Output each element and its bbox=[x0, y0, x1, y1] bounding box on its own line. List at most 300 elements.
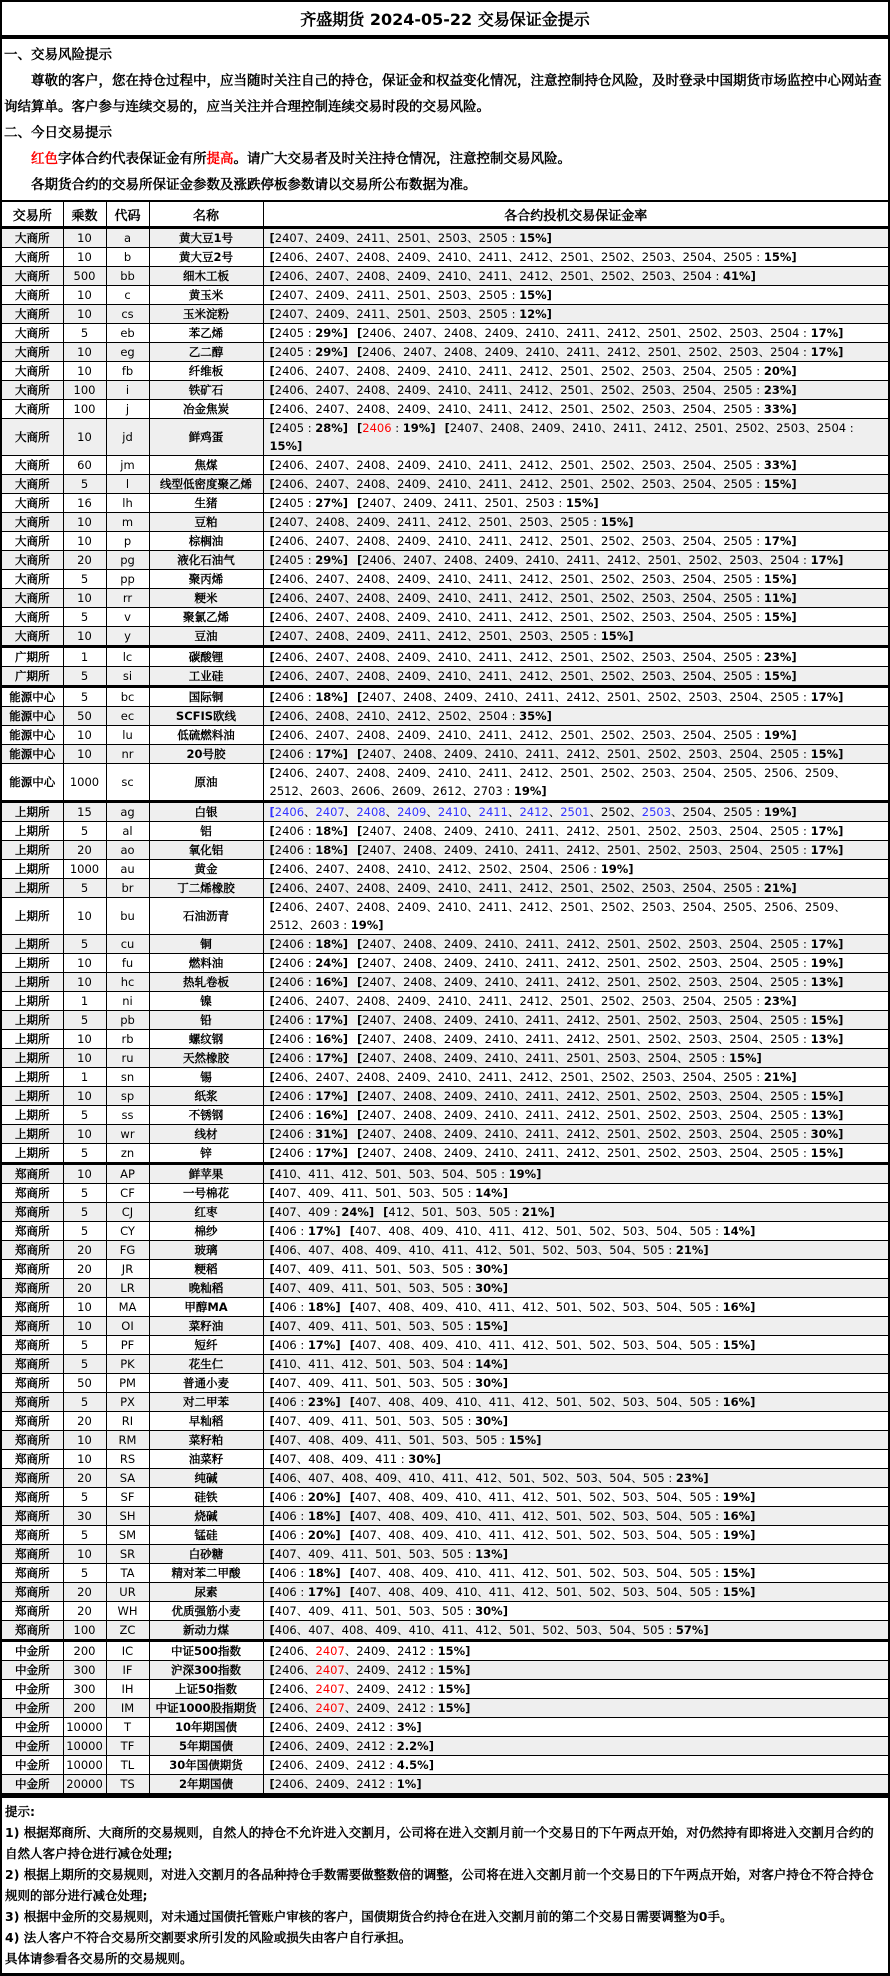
code-cell: br bbox=[106, 879, 149, 898]
contract-month: 407 bbox=[274, 1376, 297, 1390]
contract-month: 502 bbox=[542, 1243, 565, 1257]
margin-rate: 57%] bbox=[675, 1623, 709, 1637]
contract-month: 2504 bbox=[729, 1127, 759, 1141]
contract-month: 2406 bbox=[274, 1127, 305, 1141]
margin-rates-cell bbox=[263, 992, 889, 1011]
contract-month: 2410 bbox=[437, 402, 468, 416]
contract-group: [406、407、408、409、410、411、412、501、502、503、504、505 : 23%] bbox=[269, 1471, 709, 1485]
name-cell: 红枣 bbox=[149, 1203, 263, 1222]
name-cell: 菜籽油 bbox=[149, 1317, 263, 1336]
contract-month: 409 bbox=[341, 1433, 364, 1447]
name-cell: 甲醇MA bbox=[149, 1298, 263, 1317]
contract-month: 505 bbox=[442, 1281, 464, 1295]
margin-rates-cell bbox=[263, 898, 889, 935]
code-cell: pg bbox=[106, 551, 149, 570]
name-cell: 30年国债期货 bbox=[149, 1756, 263, 1775]
margin-rate: 17%] bbox=[315, 1146, 349, 1160]
contract-month: 2504 bbox=[647, 1051, 678, 1065]
contract-month: 411 bbox=[488, 1509, 511, 1523]
code-cell: j bbox=[106, 400, 149, 419]
name-cell: 豆粕 bbox=[149, 513, 263, 532]
contract-month: 2501 bbox=[606, 1146, 637, 1160]
contract-month: 2501 bbox=[560, 477, 590, 491]
contract-month: 503 bbox=[408, 1357, 431, 1371]
margin-rate: 30%] bbox=[475, 1376, 508, 1390]
contract-month: 504 bbox=[442, 1357, 464, 1371]
contract-month: 407 bbox=[354, 1395, 377, 1409]
contract-month: 2406 bbox=[274, 1758, 305, 1772]
contract-month: 2502 bbox=[437, 709, 468, 723]
contract-month: 502 bbox=[542, 1623, 565, 1637]
contract-month: 2501 bbox=[478, 629, 508, 643]
contract-month: 411 bbox=[488, 1566, 511, 1580]
contract-month: 410 bbox=[274, 1167, 297, 1181]
contract-month: 2407 bbox=[315, 862, 345, 876]
contract-month: 409 bbox=[421, 1585, 444, 1599]
contract-month: 2506 bbox=[764, 766, 794, 780]
contract-month: 2407 bbox=[315, 881, 345, 895]
table-row bbox=[1, 1507, 889, 1526]
contract-month: 2411 bbox=[478, 1070, 508, 1084]
contract-month: 2603 bbox=[310, 784, 340, 798]
margin-rate: 19%] bbox=[402, 421, 436, 435]
contract-month: 2409 bbox=[397, 250, 427, 264]
contract-month: 2407 bbox=[403, 326, 433, 340]
name-cell: 棕榈油 bbox=[149, 532, 263, 551]
contract-month: 2412 bbox=[356, 1758, 386, 1772]
contract-month: 501 bbox=[508, 1471, 531, 1485]
margin-rate: 13%] bbox=[810, 975, 844, 989]
contract-month: 2411 bbox=[525, 747, 555, 761]
margin-rate: 16%] bbox=[722, 1300, 756, 1314]
contract-month: 411 bbox=[488, 1395, 511, 1409]
contract-month: 2505 bbox=[560, 515, 590, 529]
contract-month: 412 bbox=[388, 1205, 411, 1219]
multiplier-cell: 10000 bbox=[63, 1756, 106, 1775]
contract-month: 2407 bbox=[362, 956, 392, 970]
table-row bbox=[1, 343, 889, 362]
contract-month: 2406 bbox=[274, 572, 305, 586]
contract-month: 2502 bbox=[601, 994, 631, 1008]
contract-month: 2407 bbox=[315, 383, 345, 397]
contract-group: [2406、2407、2408、2409、2410、2411、2412、2501、2502、2503、2504 : 17%] bbox=[357, 345, 844, 359]
contract-month: 2406 bbox=[274, 402, 305, 416]
contract-group: [2407、2409、2411、2501、2503、2505 : 12%] bbox=[269, 307, 552, 321]
multiplier-cell: 5 bbox=[63, 1336, 106, 1355]
contract-month: 2409 bbox=[443, 975, 474, 989]
contract-month: 411 bbox=[375, 1433, 398, 1447]
contract-month: 2412 bbox=[519, 364, 549, 378]
margin-rates-cell bbox=[263, 1450, 889, 1469]
margin-rates-cell bbox=[263, 1011, 889, 1030]
exchange-cell: 大商所 bbox=[1, 608, 63, 627]
contract-month: 2408 bbox=[403, 690, 433, 704]
contract-month: 2412 bbox=[566, 937, 596, 951]
table-row bbox=[1, 1374, 889, 1393]
name-cell: 黄大豆2号 bbox=[149, 248, 263, 267]
contract-month: 2412 bbox=[356, 1720, 386, 1734]
contract-group: [2406、2407、2408、2409、2410、2411、2412、2501、2502、2503、2504、2505 : 23%] bbox=[269, 994, 797, 1008]
name-cell: 鲜鸡蛋 bbox=[149, 419, 263, 456]
name-cell: 铅 bbox=[149, 1011, 263, 1030]
contract-month: 2407 bbox=[274, 288, 305, 302]
contract-month: 2411 bbox=[525, 843, 555, 857]
contract-month: 2502 bbox=[601, 269, 631, 283]
exchange-cell: 郑商所 bbox=[1, 1184, 63, 1203]
margin-rate: 23%] bbox=[307, 1395, 341, 1409]
contract-month: 2503 bbox=[437, 307, 468, 321]
multiplier-cell: 50 bbox=[63, 707, 106, 726]
table-row bbox=[1, 1526, 889, 1545]
contract-month: 505 bbox=[475, 1167, 498, 1181]
contract-month: 2501 bbox=[397, 288, 427, 302]
contract-month: 2407 bbox=[315, 1663, 345, 1677]
contract-month: 2411 bbox=[478, 269, 508, 283]
margin-rates-cell bbox=[263, 1279, 889, 1298]
contract-month: 2501 bbox=[560, 250, 590, 264]
contract-month: 2408 bbox=[356, 994, 386, 1008]
code-cell: sp bbox=[106, 1087, 149, 1106]
contract-month: 2408 bbox=[356, 805, 386, 819]
multiplier-cell: 5 bbox=[63, 1526, 106, 1545]
margin-rate: 15%] bbox=[763, 477, 797, 491]
contract-month: 505 bbox=[689, 1224, 712, 1238]
code-cell: CF bbox=[106, 1184, 149, 1203]
contract-month: 503 bbox=[408, 1262, 431, 1276]
margin-rate: 17%] bbox=[763, 534, 797, 548]
contract-month: 2406 bbox=[362, 553, 392, 567]
contract-group: [2407、2408、2409、2410、2411、2412、2501、2502、2503、2504、2505 : 19%] bbox=[357, 956, 844, 970]
margin-rates-cell bbox=[263, 647, 889, 667]
contract-month: 2405 bbox=[274, 496, 305, 510]
name-cell: 聚氯乙烯 bbox=[149, 608, 263, 627]
contract-month: 2406 bbox=[274, 690, 305, 704]
margin-rates-cell bbox=[263, 532, 889, 551]
contract-month: 2503 bbox=[641, 650, 672, 664]
name-cell: 2年期国债 bbox=[149, 1775, 263, 1795]
name-cell: 锰硅 bbox=[149, 1526, 263, 1545]
exchange-cell: 郑商所 bbox=[1, 1374, 63, 1393]
name-cell: 纸浆 bbox=[149, 1087, 263, 1106]
contract-month: 2410 bbox=[437, 364, 468, 378]
contract-month: 504 bbox=[656, 1338, 678, 1352]
name-cell: 中证1000股指期货 bbox=[149, 1699, 263, 1718]
contract-month: 2412 bbox=[519, 881, 549, 895]
contract-group: [2407、2408、2409、2410、2411、2412、2501、2502、2503、2504、2505 : 15%] bbox=[357, 1146, 844, 1160]
multiplier-cell: 5 bbox=[63, 1184, 106, 1203]
exchange-cell: 郑商所 bbox=[1, 1602, 63, 1621]
contract-month: 409 bbox=[421, 1509, 444, 1523]
contract-group: [2406、2407、2408、2409、2410、2411、2412、2501、2502、2503、2504、2505 : 19%] bbox=[269, 805, 797, 819]
contract-month: 2503 bbox=[729, 553, 759, 567]
contract-month: 2409 bbox=[356, 1663, 386, 1677]
contract-group: [2406 : 24%] bbox=[269, 956, 349, 970]
table-row bbox=[1, 456, 889, 475]
contract-month: 2504 bbox=[729, 937, 759, 951]
contract-month: 504 bbox=[656, 1300, 678, 1314]
contract-group: [2407、2409、2411、2501、2503 : 15%] bbox=[357, 496, 599, 510]
contract-month: 2609 bbox=[391, 784, 422, 798]
contract-month: 2502 bbox=[647, 956, 678, 970]
contract-month: 406 bbox=[274, 1509, 297, 1523]
code-cell: SH bbox=[106, 1507, 149, 1526]
margin-rate: 15%] bbox=[722, 1338, 756, 1352]
code-cell: lh bbox=[106, 494, 149, 513]
contract-month: 2409 bbox=[397, 269, 427, 283]
contract-month: 2406 bbox=[274, 1146, 305, 1160]
name-cell: 尿素 bbox=[149, 1583, 263, 1602]
contract-month: 2407 bbox=[315, 572, 345, 586]
contract-month: 2410 bbox=[525, 345, 555, 359]
margin-rate: 19%] bbox=[810, 956, 844, 970]
code-cell: eb bbox=[106, 324, 149, 343]
exchange-cell: 能源中心 bbox=[1, 707, 63, 726]
contract-month: 501 bbox=[555, 1509, 578, 1523]
contract-month: 2502 bbox=[601, 250, 631, 264]
contract-month: 2503 bbox=[688, 975, 718, 989]
margin-rate: 15%] bbox=[437, 1644, 471, 1658]
contract-month: 2409 bbox=[443, 843, 474, 857]
contract-group: [2407、2408、2409、2410、2411、2412、2501、2502、2503、2504、2505 : 17%] bbox=[357, 824, 844, 838]
contract-month: 2407 bbox=[315, 458, 345, 472]
exchange-cell: 郑商所 bbox=[1, 1355, 63, 1374]
contract-group: [406 : 17%] bbox=[269, 1585, 341, 1599]
contract-month: 411 bbox=[341, 1547, 364, 1561]
note-line-5: 具体请参看各交易所的交易规则。 bbox=[5, 1951, 193, 1966]
contract-month: 2502 bbox=[688, 345, 718, 359]
contract-month: 2411 bbox=[356, 231, 386, 245]
exchange-cell: 上期所 bbox=[1, 860, 63, 879]
table-row bbox=[1, 1583, 889, 1602]
table-row bbox=[1, 992, 889, 1011]
contract-month: 2412 bbox=[519, 728, 549, 742]
multiplier-cell: 10 bbox=[63, 362, 106, 381]
contract-group: [2405 : 29%] bbox=[269, 326, 349, 340]
contract-month: 2501 bbox=[560, 881, 590, 895]
contract-month: 411 bbox=[341, 1186, 364, 1200]
margin-rates-cell bbox=[263, 1317, 889, 1336]
multiplier-cell: 10000 bbox=[63, 1737, 106, 1756]
multiplier-cell: 200 bbox=[63, 1699, 106, 1718]
contract-month: 2411 bbox=[478, 458, 508, 472]
code-cell: TS bbox=[106, 1775, 149, 1795]
table-row bbox=[1, 1164, 889, 1184]
contract-month: 2506 bbox=[764, 900, 794, 914]
contract-month: 2409 bbox=[484, 553, 514, 567]
contract-month: 2503 bbox=[688, 1127, 718, 1141]
multiplier-cell: 10 bbox=[63, 1049, 106, 1068]
contract-month: 2505 bbox=[688, 1051, 718, 1065]
contract-month: 503 bbox=[622, 1395, 645, 1409]
contract-month: 408 bbox=[388, 1585, 411, 1599]
table-row bbox=[1, 381, 889, 400]
margin-rate: 15%] bbox=[763, 250, 797, 264]
contract-month: 501 bbox=[421, 1205, 444, 1219]
contract-month: 2501 bbox=[560, 766, 590, 780]
contract-month: 407 bbox=[354, 1585, 377, 1599]
margin-rate: 30%] bbox=[475, 1414, 508, 1428]
contract-group: [2406、2407、2408、2409、2410、2411、2412、2501、2502、2503、2504、2505 : 17%] bbox=[269, 534, 797, 548]
code-cell: CJ bbox=[106, 1203, 149, 1222]
contract-month: 2503 bbox=[688, 690, 718, 704]
table-row bbox=[1, 1469, 889, 1488]
contract-month: 2406 bbox=[274, 458, 305, 472]
contract-month: 2411 bbox=[478, 766, 508, 780]
code-cell: CY bbox=[106, 1222, 149, 1241]
contract-month: 2501 bbox=[560, 669, 590, 683]
contract-month: 2504 bbox=[729, 1146, 759, 1160]
contract-month: 2612 bbox=[432, 784, 462, 798]
multiplier-cell: 10 bbox=[63, 419, 106, 456]
contract-month: 2406 bbox=[274, 747, 305, 761]
contract-month: 2408 bbox=[403, 1108, 433, 1122]
contract-month: 2406 bbox=[274, 728, 305, 742]
contract-group: [407、409、411、501、503、505 : 30%] bbox=[269, 1414, 508, 1428]
contract-month: 505 bbox=[689, 1566, 712, 1580]
contract-group: [2406 : 16%] bbox=[269, 975, 349, 989]
multiplier-cell: 10 bbox=[63, 513, 106, 532]
contract-month: 2411 bbox=[478, 900, 508, 914]
contract-month: 2412 bbox=[519, 1070, 549, 1084]
exchange-cell: 上期所 bbox=[1, 1125, 63, 1144]
table-row bbox=[1, 532, 889, 551]
contract-month: 2408 bbox=[356, 477, 386, 491]
contract-month: 2410 bbox=[484, 690, 514, 704]
exchange-cell: 上期所 bbox=[1, 992, 63, 1011]
code-cell: ss bbox=[106, 1106, 149, 1125]
multiplier-cell: 300 bbox=[63, 1661, 106, 1680]
document-title-box bbox=[0, 0, 890, 39]
contract-month: 2406 bbox=[274, 824, 305, 838]
margin-rate: 16%] bbox=[315, 975, 349, 989]
table-row bbox=[1, 647, 889, 667]
code-cell: RI bbox=[106, 1412, 149, 1431]
contract-month: 501 bbox=[375, 1604, 398, 1618]
contract-month: 504 bbox=[656, 1224, 678, 1238]
contract-month: 2408 bbox=[356, 1070, 386, 1084]
contract-month: 2505 bbox=[723, 994, 753, 1008]
margin-rates-cell bbox=[263, 1087, 889, 1106]
contract-month: 411 bbox=[341, 1604, 364, 1618]
header-exchange: 交易所 bbox=[1, 201, 63, 228]
margin-rate: 28%] bbox=[315, 421, 349, 435]
contract-month: 2407 bbox=[315, 402, 345, 416]
margin-rate: 15%] bbox=[565, 496, 599, 510]
contract-group: [2406、2407、2409、2412 : 15%] bbox=[269, 1682, 471, 1696]
contract-month: 2408 bbox=[315, 629, 345, 643]
contract-month: 409 bbox=[421, 1395, 444, 1409]
margin-rate: 30%] bbox=[475, 1604, 508, 1618]
name-cell: 烧碱 bbox=[149, 1507, 263, 1526]
contract-month: 2503 bbox=[641, 269, 672, 283]
contract-month: 505 bbox=[442, 1414, 464, 1428]
table-row bbox=[1, 286, 889, 305]
contract-month: 2410 bbox=[437, 458, 468, 472]
table-row bbox=[1, 1317, 889, 1336]
contract-month: 501 bbox=[555, 1395, 578, 1409]
contract-month: 2409 bbox=[443, 1051, 474, 1065]
margin-rates-cell bbox=[263, 1412, 889, 1431]
table-row bbox=[1, 1260, 889, 1279]
contract-group: [2406、2407、2408、2409、2410、2411、2412、2501、2502、2503、2504 : 17%] bbox=[357, 553, 844, 567]
contract-month: 2412 bbox=[566, 1127, 596, 1141]
contract-month: 411 bbox=[488, 1585, 511, 1599]
contract-month: 2407 bbox=[362, 1146, 392, 1160]
margin-rates-cell bbox=[263, 1680, 889, 1699]
contract-month: 411 bbox=[442, 1471, 464, 1485]
contract-month: 408 bbox=[388, 1490, 411, 1504]
contract-month: 2407 bbox=[403, 553, 433, 567]
name-cell: 天然橡胶 bbox=[149, 1049, 263, 1068]
margin-rate: 13%] bbox=[475, 1547, 508, 1561]
margin-rate: 2.2%] bbox=[396, 1739, 434, 1753]
contract-month: 2502 bbox=[647, 690, 678, 704]
contract-month: 412 bbox=[475, 1623, 498, 1637]
table-row bbox=[1, 324, 889, 343]
contract-month: 2509 bbox=[804, 766, 835, 780]
contract-month: 2410 bbox=[437, 1070, 468, 1084]
table-row bbox=[1, 1203, 889, 1222]
contract-month: 410 bbox=[455, 1490, 478, 1504]
contract-month: 2504 bbox=[729, 1089, 759, 1103]
contract-month: 2505 bbox=[723, 383, 753, 397]
contract-month: 505 bbox=[689, 1509, 712, 1523]
highlighted-text: 提高 bbox=[206, 151, 234, 167]
contract-month: 502 bbox=[589, 1224, 612, 1238]
contract-month: 2411 bbox=[356, 288, 386, 302]
contract-month: 2408 bbox=[356, 250, 386, 264]
contract-month: 2503 bbox=[519, 515, 549, 529]
contract-group: [407、408、409、410、411、412、501、502、503、504、505 : 15%] bbox=[349, 1566, 756, 1580]
contract-month: 2501 bbox=[606, 1108, 637, 1122]
contract-month: 505 bbox=[689, 1300, 712, 1314]
exchange-cell: 能源中心 bbox=[1, 745, 63, 764]
contract-month: 2412 bbox=[397, 1663, 427, 1677]
name-cell: 生猪 bbox=[149, 494, 263, 513]
contract-month: 2503 bbox=[641, 994, 672, 1008]
contract-month: 2406 bbox=[274, 1701, 305, 1715]
table-row bbox=[1, 1184, 889, 1203]
contract-month: 2409 bbox=[397, 900, 427, 914]
contract-month: 406 bbox=[274, 1490, 297, 1504]
contract-month: 2504 bbox=[682, 1070, 712, 1084]
margin-rate: 21%] bbox=[763, 881, 797, 895]
contract-month: 2409 bbox=[443, 1013, 474, 1027]
contract-group: [2406、2407、2409、2412 : 15%] bbox=[269, 1701, 471, 1715]
contract-month: 2408 bbox=[356, 862, 386, 876]
contract-month: 503 bbox=[442, 1433, 464, 1447]
margin-rates-cell bbox=[263, 687, 889, 707]
contract-month: 2502 bbox=[688, 553, 718, 567]
contract-month: 408 bbox=[388, 1338, 411, 1352]
contract-month: 411 bbox=[488, 1528, 511, 1542]
contract-month: 2506 bbox=[560, 862, 590, 876]
contract-month: 411 bbox=[488, 1338, 511, 1352]
contract-month: 406 bbox=[274, 1338, 297, 1352]
margin-rate: 15%] bbox=[729, 1051, 762, 1065]
multiplier-cell: 16 bbox=[63, 494, 106, 513]
contract-group: [2407、2408、2409、2410、2411、2412、2501、2502、2503、2504、2505 : 17%] bbox=[357, 843, 844, 857]
contract-month: 410 bbox=[455, 1224, 478, 1238]
exchange-cell: 大商所 bbox=[1, 248, 63, 267]
exchange-cell: 大商所 bbox=[1, 456, 63, 475]
contract-month: 2411 bbox=[525, 1051, 555, 1065]
contract-month: 505 bbox=[642, 1243, 665, 1257]
margin-rates-cell bbox=[263, 1336, 889, 1355]
contract-month: 503 bbox=[408, 1281, 431, 1295]
contract-month: 411 bbox=[375, 1452, 398, 1466]
contract-month: 502 bbox=[589, 1490, 612, 1504]
